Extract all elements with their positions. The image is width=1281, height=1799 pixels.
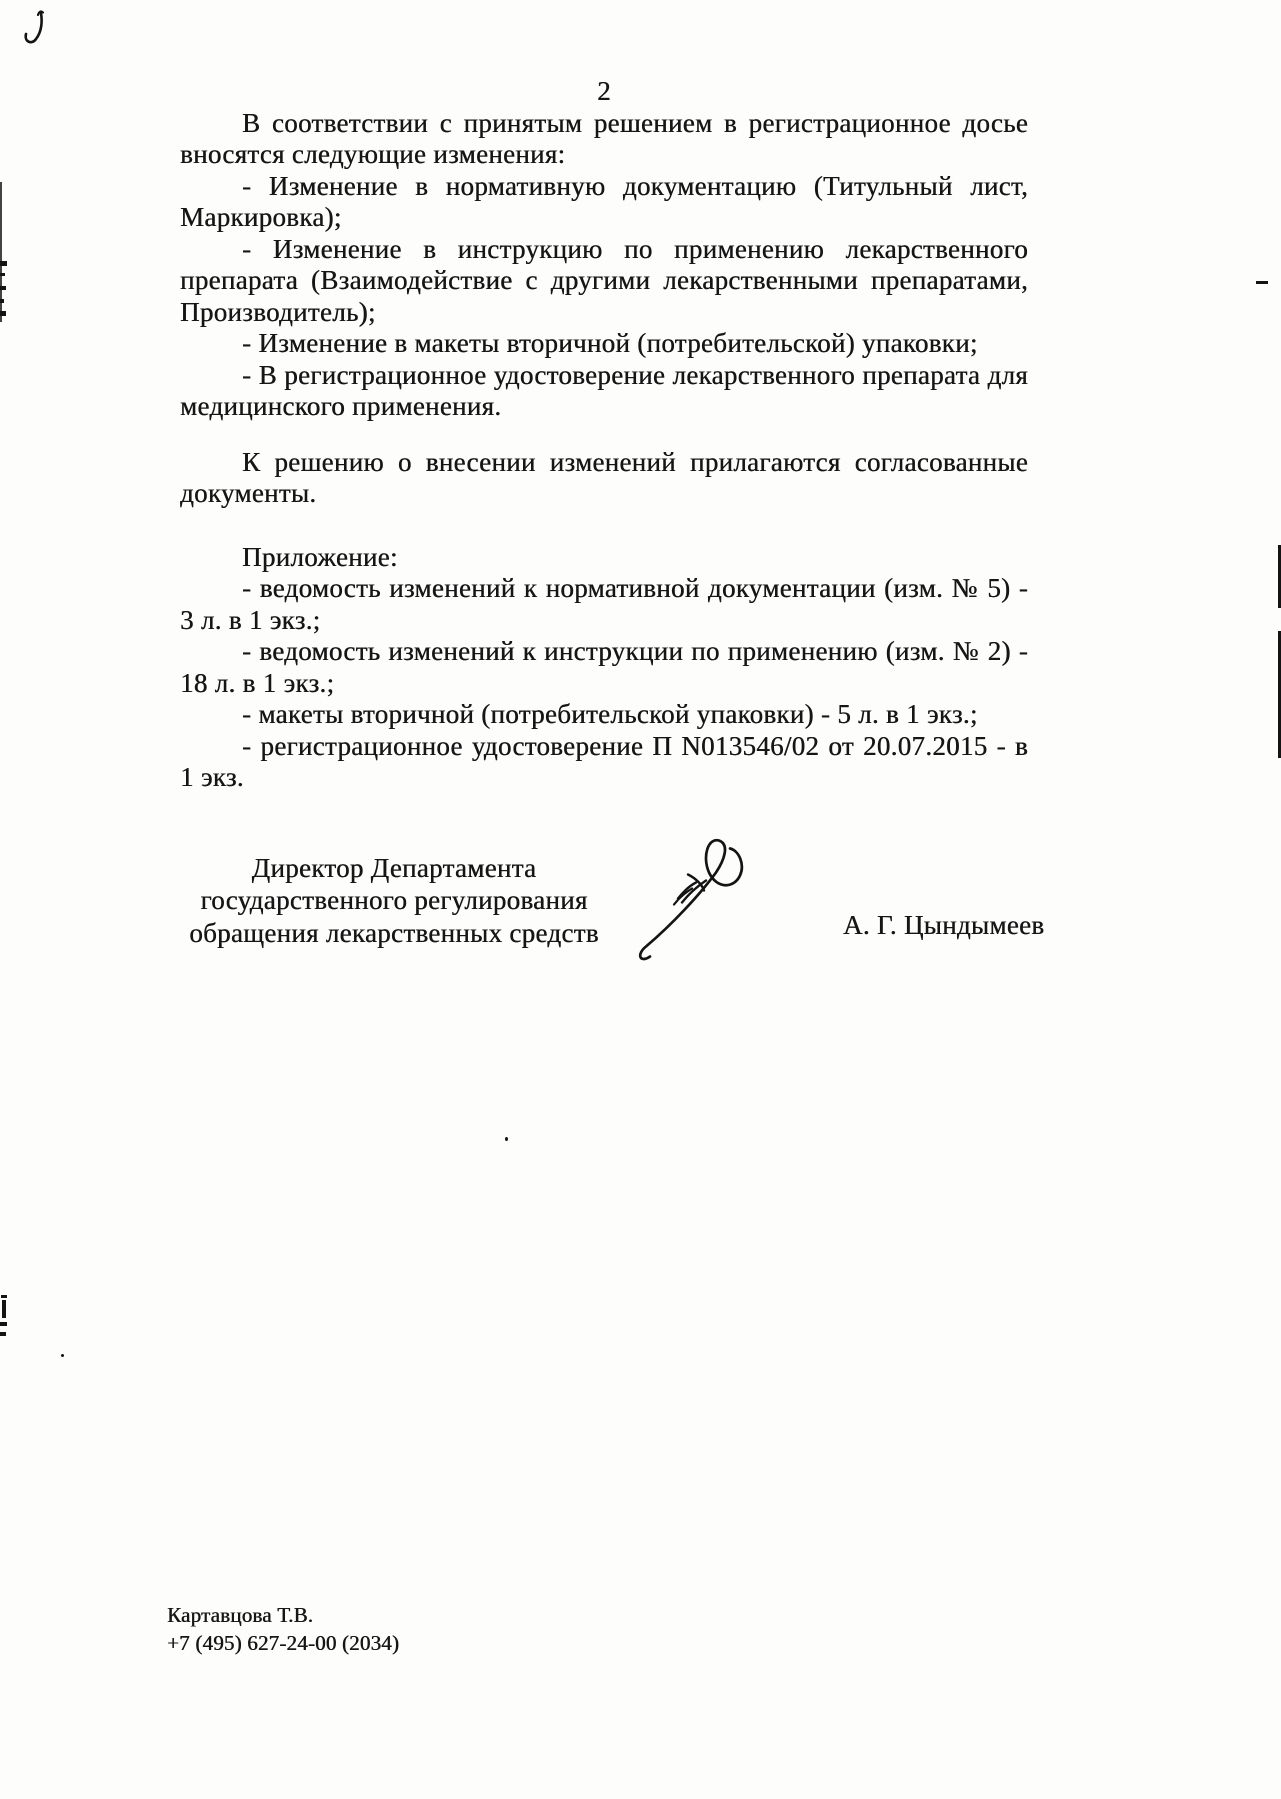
scan-artifact	[0, 286, 6, 290]
signatory-title	[180, 852, 608, 950]
scan-artifact	[1, 1295, 7, 1298]
pen-mark-artifact	[22, 8, 54, 54]
attachment-item: - ведомость изменений к инструкции по применению (изм. № 2) - 18 л. в 1 экз.;	[180, 636, 1028, 698]
handwritten-signature	[638, 830, 798, 975]
signature-block	[180, 852, 1045, 1062]
signatory-title-line: Директор Департамента	[251, 852, 537, 883]
attachment-item: - макеты вторичной (потребительской упаковки) - 5 л. в 1 экз.;	[242, 699, 978, 729]
attachment-item: - ведомость изменений к нормативной документации (изм. № 5) - 3 л. в 1 экз.;	[180, 573, 1028, 635]
intro-paragraph: В соответствии с принятым решением в регистрационное досье вносятся следующие изменения:	[180, 107, 1028, 169]
attachments-heading: Приложение:	[242, 541, 398, 572]
scan-artifact	[0, 311, 6, 316]
scan-artifact	[0, 273, 5, 276]
executor-phone: +7 (495) 627-24-00 (2034)	[167, 1631, 400, 1655]
attachment-item: - регистрационное удостоверение П N013546/02 от 20.07.2015 - в 1 экз.	[180, 730, 1028, 792]
change-item: - Изменение в нормативную документацию (Титульный лист, Маркировка);	[180, 170, 1028, 232]
signatory-title-line: государственного регулирования	[200, 885, 588, 915]
change-item: - В регистрационное удостоверение лекарственного препарата для медицинского применения.	[180, 359, 1028, 421]
scan-artifact	[0, 261, 7, 266]
executor-footer	[167, 1601, 399, 1657]
scan-artifact	[2, 1300, 6, 1318]
page-number: 2	[597, 76, 611, 106]
scan-artifact	[1278, 631, 1281, 758]
scan-artifact	[0, 299, 4, 303]
signatory-name: А. Г. Цындымеев	[843, 909, 1045, 940]
signatory-title-line: обращения лекарственных средств	[189, 917, 599, 948]
change-item: - Изменение в макеты вторичной (потребительской) упаковки;	[242, 328, 978, 358]
attachments-note-paragraph: К решению о внесении изменений прилагаются согласованные документы.	[180, 446, 1028, 508]
scan-artifact	[1278, 545, 1281, 608]
scan-artifact	[0, 1332, 6, 1336]
change-item: - Изменение в инструкцию по применению лекарственного препарата (Взаимодействие с другими лекарственными препаратами, Производитель);	[180, 233, 1028, 327]
scan-artifact	[61, 1354, 64, 1357]
executor-name: Картавцова Т.В.	[167, 1603, 314, 1627]
scan-artifact	[505, 1137, 508, 1141]
scan-artifact	[0, 1322, 7, 1326]
scan-artifact	[1256, 281, 1268, 284]
